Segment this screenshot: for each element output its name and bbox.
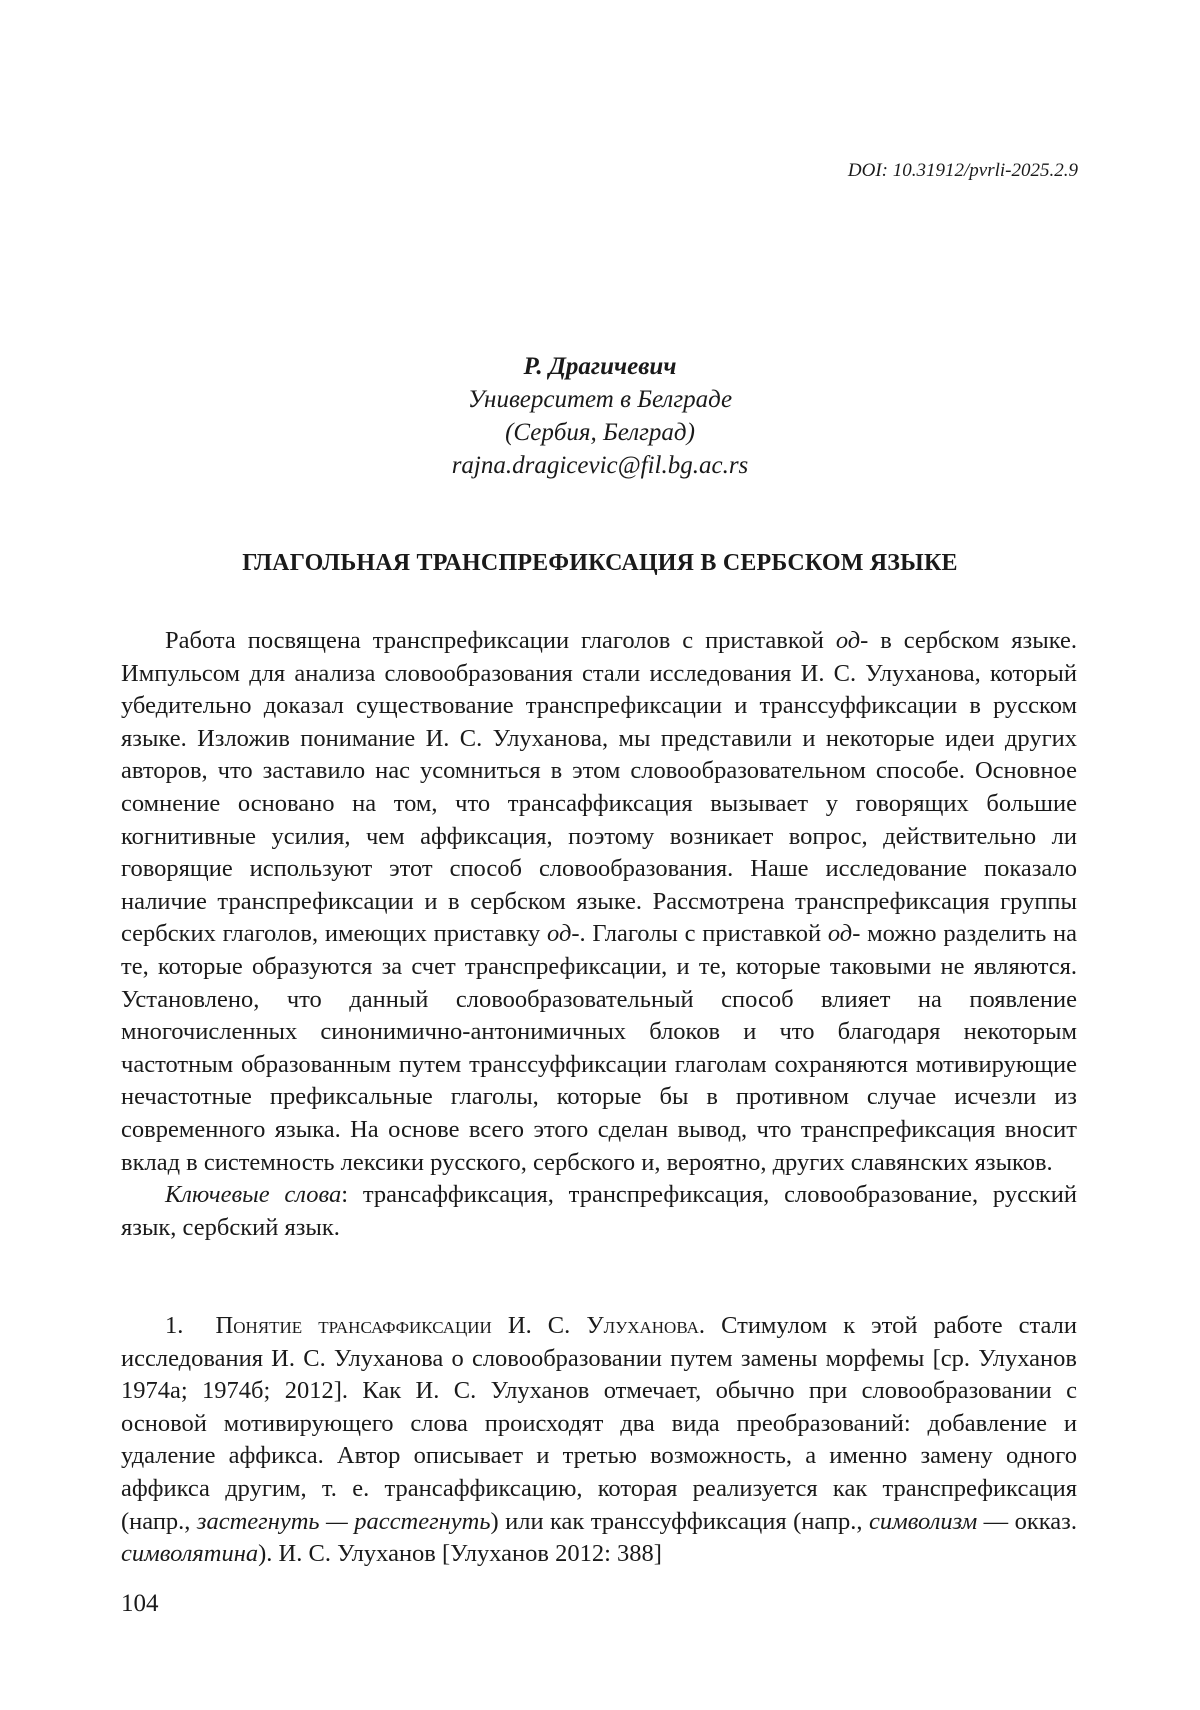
section-heading: Понятие трансаффиксации И. С. Улуханова (215, 1312, 699, 1339)
section-text: . Стимулом к этой работе стали исследования И. С. Улуханова о словообразовании путем замены морфемы [ср. Улуханов 1974а; 1974б; 2012]. Как И. С. Улуханов отмечает, обычно при словообразовании с основой мотивирующего слова происходят два вида преобразований: добавление и удаление аффикса. Автор описывает и третью возможность, а именно замену одного аффикса другим, т. е. трансаффиксацию, которая реализуется как транспрефиксация (напр., (121, 1312, 1077, 1535)
abstract-text: в сербском языке. Импульсом для анализа словообразования стали исследования И. С. Улуханова, который убедительно доказал существование транспрефиксации и транссуффиксации в русском языке. Изложив понимание И. С. Улуханова, мы представили и некоторые идеи других авторов, что заставило нас усомниться в этом словообразовательном способе. Основное сомнение основано на том, что трансаффиксация вызывает у говорящих большие когнитивные усилия, чем аффиксация, поэтому возникает вопрос, действительно ли говорящие используют этот способ словообразования. Наше исследование показало наличие транспрефиксации и в сербском языке. Рассмотрена транспрефиксация группы сербских глаголов, имеющих приставку (121, 627, 1077, 948)
author-location: (Сербия, Белград) (505, 419, 695, 446)
author-name: Р. Драгичевич (523, 353, 677, 380)
doi: DOI: 10.31912/pvrli-2025.2.9 (847, 160, 1078, 181)
author-block (0, 350, 1200, 482)
section-italic: символизм (868, 1507, 978, 1535)
abstract-text: Работа посвящена транспрефиксации глаголов с приставкой (165, 627, 836, 654)
section-1 (121, 1310, 1077, 1571)
author-affiliation: Университет в Белграде (467, 386, 733, 413)
abstract-paragraph (121, 625, 1077, 1179)
keywords-text: : трансаффиксация, транспрефиксация, словообразование, русский язык, сербский язык. (121, 1181, 1077, 1241)
abstract (121, 625, 1077, 1244)
section-text: ) или как транссуффиксация (напр., (490, 1507, 869, 1535)
section-number: 1. (165, 1312, 184, 1339)
abstract-text: . Глаголы с приставкой (579, 920, 828, 948)
abstract-italic: од- (547, 920, 580, 948)
abstract-italic: од- (835, 627, 869, 654)
author-email: rajna.dragicevic@fil.bg.ac.rs (451, 452, 749, 479)
article-title: ГЛАГОЛЬНАЯ ТРАНСПРЕФИКСАЦИЯ В СЕРБСКОМ ЯЗЫКЕ (242, 550, 958, 576)
section-text: ). И. С. Улуханов [Улуханов 2012: 388] (258, 1540, 662, 1568)
section-1-paragraph (121, 1310, 1077, 1571)
abstract-text: можно разделить на те, которые образуются за счет транспрефиксации, и те, которые таковыми не являются. Установлено, что данный словообразовательный способ влияет на появление многочисленных синонимично-антонимичных блоков и что благодаря некоторым частотным образованным путем транссуффиксации глаголам сохраняются мотивирующие нечастотные префиксальные глаголы, которые бы в противном случае исчезли из современного языка. На основе всего этого сделан вывод, что транспрефиксация вносит вклад в системность лексики русского, сербского и, вероятно, других славянских языков. (121, 920, 1077, 1176)
section-text: — окказ. (977, 1507, 1077, 1535)
page-number: 104 (121, 1590, 159, 1617)
section-italic: символятина (121, 1540, 259, 1568)
abstract-italic: од- (827, 920, 861, 948)
keywords-label: Ключевые слова (165, 1181, 342, 1209)
section-italic: застегнуть — расстегнуть (196, 1507, 491, 1535)
keywords (121, 1179, 1077, 1244)
